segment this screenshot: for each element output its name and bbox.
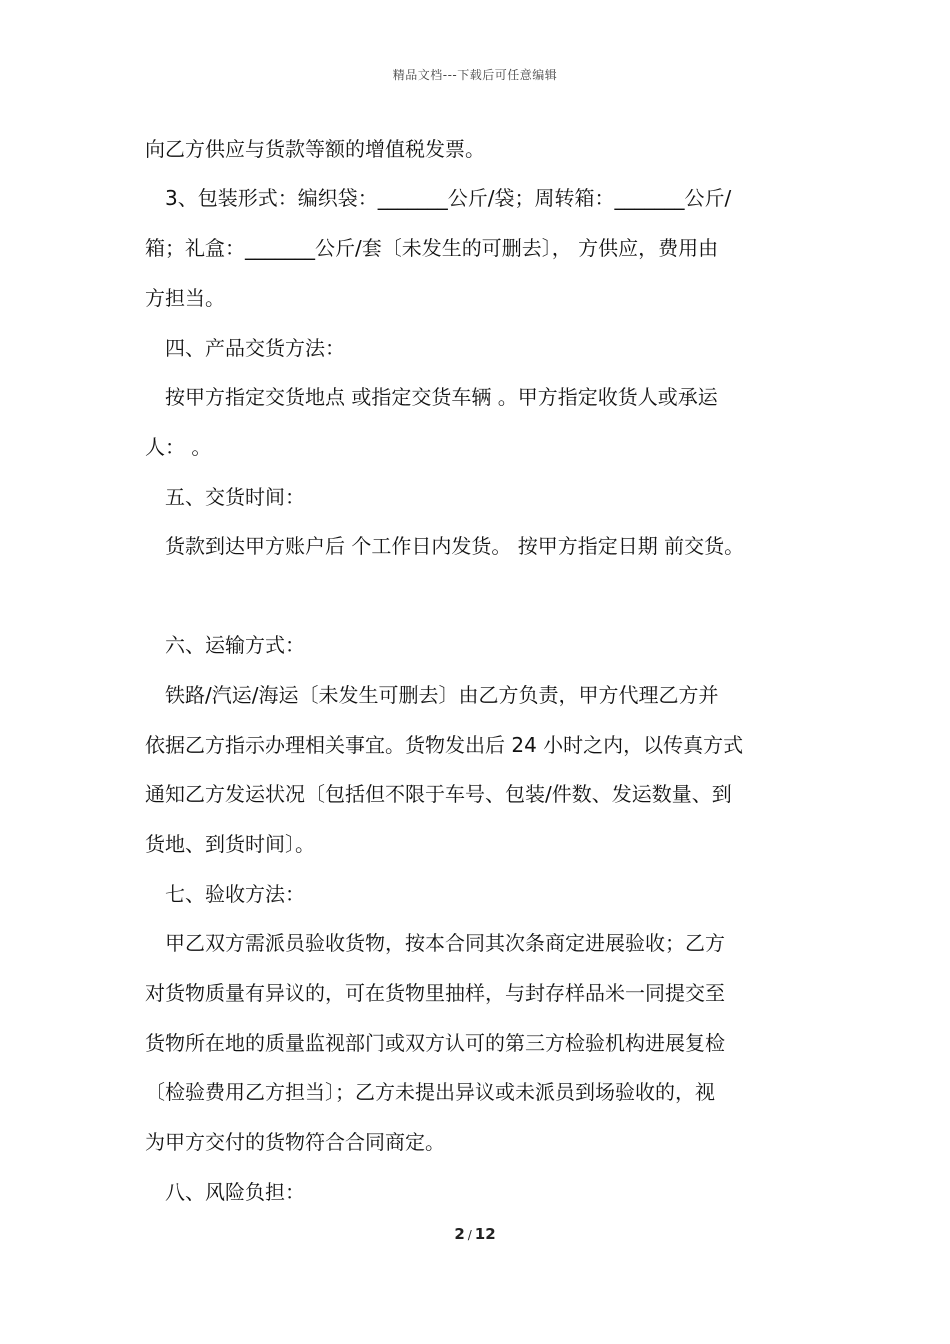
paragraph-line: 方担当。 — [145, 286, 225, 310]
paragraph-line: 货地、到货时间〕。 — [145, 832, 315, 856]
section-heading: 四、产品交货方法： — [165, 336, 345, 360]
paragraph-line: 按甲方指定交货地点 或指定交货车辆 。甲方指定收货人或承运 — [165, 385, 718, 409]
paragraph-line: 为甲方交付的货物符合合同商定。 — [145, 1130, 445, 1154]
paragraph-line: 向乙方供应与货款等额的增值税发票。 — [145, 137, 485, 161]
paragraph-line: 铁路/汽运/海运〔未发生可删去〕由乙方负责，甲方代理乙方并 — [165, 683, 719, 707]
paragraph-line: 通知乙方发运状况〔包括但不限于车号、包装/件数、发运数量、到 — [145, 782, 732, 806]
paragraph-line: 甲乙双方需派员验收货物，按本合同其次条商定进展验收；乙方 — [165, 931, 725, 955]
paragraph-line: 货款到达甲方账户后 个工作日内发货。 按甲方指定日期 前交货。 — [165, 534, 745, 558]
current-page: 2 — [454, 1225, 465, 1243]
paragraph-line: 〔检验费用乙方担当〕；乙方未提出异议或未派员到场验收的，视 — [145, 1080, 715, 1104]
section-heading: 七、验收方法： — [165, 882, 305, 906]
total-pages: 12 — [474, 1225, 496, 1243]
paragraph-line: 人： 。 — [145, 435, 212, 459]
page-separator: / — [467, 1228, 472, 1242]
section-heading: 五、交货时间： — [165, 485, 305, 509]
paragraph-line: 箱；礼盒：_______公斤/套〔未发生的可删去〕， 方供应，费用由 — [145, 236, 719, 260]
page-header: 精品文档---下载后可任意编辑 — [392, 68, 558, 82]
paragraph-line: 货物所在地的质量监视部门或双方认可的第三方检验机构进展复检 — [145, 1031, 725, 1055]
paragraph-line: 对货物质量有异议的，可在货物里抽样，与封存样品米一同提交至 — [145, 981, 725, 1005]
section-heading: 八、风险负担： — [165, 1180, 305, 1204]
page-number — [0, 1225, 950, 1243]
section-heading: 六、运输方式： — [165, 633, 305, 657]
paragraph-line: 3、包装形式：编织袋：_______公斤/袋；周转箱：_______公斤/ — [165, 186, 732, 210]
paragraph-line: 依据乙方指示办理相关事宜。货物发出后 24 小时之内，以传真方式 — [145, 733, 744, 757]
